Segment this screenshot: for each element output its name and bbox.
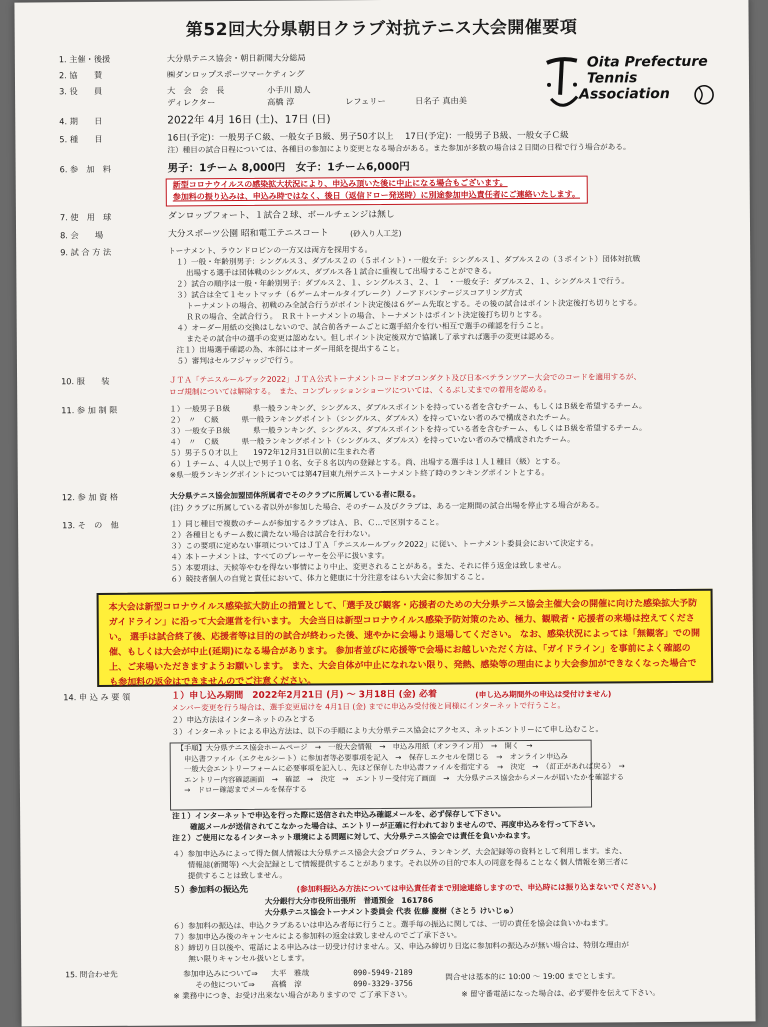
referee-label: レフェリー [345,95,386,107]
application-step4a [64,846,738,859]
format-line-1: トーナメント、ラウンドロビンの一方又は両方を採用する。 [168,245,373,256]
section-attire [61,372,735,401]
format-label: 9. 試 合 方 法 [60,246,112,258]
procedure-line-3: 一般大会エントリーフォームに必要事項を記入し、先ほど保存した申込書ファイルを指定する → 決定 → （訂正があれば戻る） → [176,761,625,774]
qualification-line2: (注) クラブに所属している者以外が参加した場合、そのチーム及びクラブは、ある一定期間の試合出場を停止する場合がある。 [169,500,604,513]
section-date [59,112,733,127]
organizer-value: 大分県テニス協会・朝日新聞大分総局 [166,52,306,64]
section-fee [59,160,734,175]
fee-notice-covid: 新型コロナウイルスの感染拡大状況により、申込み頂いた後に中止になる場合もございます。 [172,178,508,190]
events-note: 注）種目の試合日程については、各種目の参加により変更となる場合がある。また参加が多数の場合は２日間の日程で行う場合がある。 [167,142,631,155]
section-events [59,130,733,159]
chair-name: 小手川 励人 [267,84,311,95]
format-line-11: ５）審判はセルフジャッジで行う。 [168,355,298,366]
member-change-text: メンバー変更を行う場合は、選手変更届けを 4月1日 (金) までに申込み受付後と同様にインターネットで行うこと。 [171,700,566,713]
other-line-3: ３）この要項に定めない事項についてはＪＴＡ「テニスルールブック2022」に従い、トーナメント委員会において決定する。 [170,538,599,551]
format-line-4: ２）試合の順序は一般・年齢別男子：ダブルス２、１、シングルス３、２、１ ・一般女子：ダブルス２、１、シングルス１で行う。 [168,276,629,289]
other-line-2: ２）各種目ともチーム数に満たない場合は試合を行わない。 [170,529,376,540]
events-label: 5. 種 目 [59,133,103,145]
application-step5 [65,881,739,895]
fee-value: 男子：1チーム 8,000円 女子：1チーム6,000円 [167,160,410,175]
format-line-5: ３）試合は全て１セットマッチ（６ゲームオールタイブレーク）ノーアドバンテージスコアリング方式 [168,288,523,300]
attire-line1: ＪＴＡ「テニスルールブック2022」ＪＴＡ公式トーナメントコードオブコンダクト及び日本ベテランツアー大会でのコードを適用するが、 [169,372,642,385]
director-name: 高橋 淳 [267,96,295,107]
application-step3-text: ３）インターネットによる申込方法は、以下の手順により大分県テニス協会にアクセス、ネットエントリーにて申し込むこと。 [171,724,604,737]
fee-label: 6. 参 加 料 [59,163,111,175]
venue-note: (砂入り人工芝) [350,228,402,239]
format-line-3: 出場する選手は団体戦のシングルス、ダブルス各１試合に重複して出場することができる。 [168,266,497,278]
date-label: 4. 期 日 [59,115,103,127]
contact-other-tel: 090-3329-3756 [353,978,413,989]
date-value: 2022年 4月 16日 (土)、17日 (日) [167,113,331,127]
contact-busy-note: ※ 業務中につき、お受け出来ない場合がありますので ご了承下さい。 [173,989,412,1001]
limits-label: 11. 参 加 制 限 [61,404,118,416]
document-title: 第52回大分県朝日クラブ対抗テニス大会開催要項 [185,17,578,41]
application-period-note: (申し込み期間外の申込は受付けません) [475,689,612,700]
contact-hours: 問合せは基本的に 10:00 ～ 19:00 までとします。 [445,971,620,982]
covid-notice-box [97,589,714,687]
format-line-10: 注１）出場選手確認の為、本部にはオーダー用紙を提出すること。 [168,343,405,355]
section-ball [59,208,734,223]
application-step5-note: (参加料振込み方法については申込責任者まで別途連絡しますので、申込時には振り込まないでください。) [296,882,657,894]
organizer-label: 1. 主催・後援 [58,53,111,65]
limits-line-5: ５）男子５０才以上 1972年12月31日以前に生まれた者 [169,447,376,458]
application-note2-text: 注２）ご使用になるインターネット環境による問題に対して、大分県テニス協会では責任を負いかねます。 [172,830,536,843]
procedure-line-5: → ドロー確認までメールを保存する [176,784,307,795]
referee-name: 日名子 真由美 [415,95,467,106]
application-note1-text: 注１）インターネットで申込を行った際に送信された申込み確認メールを、必ず保存して下さい。 [172,809,506,821]
application-period: １）申し込み期間 2022年2月21日 (月) ～ 3月18日 (金) 必着 [171,689,438,702]
application-label: 14. 申 込 み 要 領 [63,691,131,703]
qualification-line1: 大分県テニス協会加盟団体所属者でそのクラブに所属している者に限る。 [169,489,421,501]
sponsor-label: 2. 協 賛 [58,69,103,81]
attire-label: 10. 服 装 [61,375,110,387]
limits-line-3: ３）一般女子Ｂ級 県一般ランキング、シングルス、ダブルスポイントを持っている者を含むチーム、もしくはＢ級を希望するチーム。 [169,423,647,436]
application-procedure-box [170,740,625,811]
bank-account-number: 大分銀行大分市役所出張所 普通預金 161786 [264,895,434,906]
application-step8a-text: ８）締切り日以後や、電話による申込みは一切受け付けません。又、申込み締切り日迄に参加料の振込みが無い場合は、特別な理由が [173,940,629,953]
venue-label: 8. 会 場 [60,229,104,241]
limits-line-4: ４） 〃 Ｃ級 県一般ランキングポイント（シングルス、ダブルス）を持っていない者のみで構成されたチーム。 [169,434,575,447]
contact-apply-label: 参加申込みについて⇒ [183,968,258,979]
procedure-line-4: エントリー内容確認画面 → 確認 → 決定 → エントリー受付完了画面 → 大分県テニス協会からメールが届いたかを確認する [176,771,625,784]
contact-other-label: その他について⇒ [195,979,255,990]
application-step6 [65,918,739,931]
application-step4c-text: 提供することは致しません。 [172,870,287,881]
limits-line-2: ２） 〃 Ｃ級 県一般ランキングポイント（シングルス、ダブルス）を持っていない者のみで構成されたチーム。 [169,412,575,425]
contact-apply-name: 大平 雅哉 [271,968,310,978]
application-step7-text: ７）参加申込み後のキャンセルによる参加料の返金は致しませんのでご了承下さい。 [172,930,462,942]
application-step6-text: ６）参加料の振込は、申込クラブあるいは申込み者毎に行うこと。選手毎の振込に関しては、一切の責任を協会は負いかねます。 [172,918,613,931]
procedure-line-1: 【手順】大分県テニス協会ホームページ → 一般大会情報 → 申込み用紙（オンライン用） → 開く → [176,740,533,753]
other-line-1: １）同じ種目で複数のチームが参加するクラブはＡ、Ｂ、Ｃ…で区別すること。 [170,517,444,529]
contact-absence-note: ※ 留守番電話になった場合は、必ず要件を伝えて下さい。 [461,988,661,999]
logo-text-line3: Association [579,86,670,103]
contact-other-name: 高橋 淳 [271,979,302,989]
section-qualification [62,488,736,517]
qualification-label: 12. 参 加 資 格 [61,491,119,503]
fee-notice-box [166,176,588,207]
section-officers [59,82,733,111]
format-line-7: ＲＲの場合、全試合行う。 ＲＲ＋トーナメントの場合、トーナメントはポイント決定後打ち切りとする。 [168,309,547,322]
director-label: ディレクター [167,97,216,108]
format-line-2: １）一般・年齢別男子：シングルス３、ダブルス２の（５ポイント）・一般女子：シングルス１、ダブルス２の（３ポイント）団体対抗戦 [168,254,641,267]
covid-notice-text: 本大会は新型コロナウイルス感染拡大防止の措置として、「選手及び観客・応援者のための大分県テニス協会主催大会の開催に向けた感染拡大予防ガイドライン」に沿って大会運営を行います。 大会当日は新型コロナウイルス感染予防対策のため、極力、観戦者・応援者の来場は控えてください。 選手は試合終了後、応援者等は目的の試合が終わった後、速やかに会場より退場してください。 なお、感染状況によっては「無観客」での開催、もしくは大会が中止(延期)になる場合があります。 参加者並びに応援等で会場にお越しいただく方は、「ガイドライン」を事前によく確認の上、ご来場いただきますようお願いします。 また、大会自体が中止になれない限り、発熱、感染等の理由により大会参加ができなくなった場合でも参加料の返金はできませんのでご注意ください。 [108,598,701,688]
section-venue [60,226,734,241]
attire-line2: ロゴ規制については解除する。 また、コンプレッションショーツについては、くるぶし丈までの着用を認める。 [169,384,552,397]
format-line-9: またその試合中の選手の変更は認めない。但しポイント決定後双方で協議し了承すれば選手の変更は認める。 [168,331,559,344]
application-step4a-text: ４）参加申込みによって得た個人情報は大分県テニス協会大会プログラム、ランキング、大会記録等の資料として利用します。また、 [172,846,627,859]
logo-text-line1: Oita Prefecture [586,53,708,71]
format-line-8: ４）オーダー用紙の交換はしないので、試合前各チームごとに選手紹介を行い相互で選手の確認を行うこと。 [168,320,549,333]
ball-label: 7. 使 用 球 [59,211,112,223]
other-line-4: ４）本トーナメントは、すべてのプレーヤーを公平に扱います。 [170,550,390,562]
other-label: 13. そ の 他 [62,519,119,531]
ball-value: ダンロップフォート、１試合２球、ボールチェンジは無し [167,209,395,222]
logo-text-line2: Tennis [586,70,638,87]
limits-line-6: ６）１チーム、４人以上で男子１０名、女子８名以内の登録とする。尚、出場する選手は１人１種目（級）とする。 [169,456,565,469]
sponsor-value: ㈱ダンロップスポーツマーケティング [166,68,305,80]
venue-value: 大分スポーツ公園 昭和電工テニスコート [168,228,329,240]
events-line1: 16日(予定)：一般男子Ｃ級、一般女子Ｂ級、男子50才以上 17日(予定)：一般男子Ｂ級、一般女子Ｃ級 [167,130,569,144]
section-contact [65,966,739,1015]
limits-line-1: １）一般男子Ｂ級 県一般ランキング、シングルス、ダブルスポイントを持っている者を含むチーム、もしくはＢ級を希望するチーム。 [169,401,647,414]
application-step5-text: ５）参加料の振込先 [172,883,249,895]
contact-label: 15. 問合わせ先 [65,969,118,980]
officers-label: 3. 役 員 [59,85,103,97]
account-holder-name: 大分県テニス協会トーナメント委員会 代表 佐藤 慶樹（さとう けいじゅ） [264,906,518,917]
application-note1b-text: 確認メールが送信されてこなかった場合は、エントリーが正確に行われておりませんので、再度申込みを行って下さい。 [172,819,600,832]
application-step8b-text: 無い限りキャンセル扱いとします。 [173,953,310,964]
limits-line-7: ※県一般ランキングポイントについては第47回東九州テニストーナメント終了時のランキングポイントとする。 [169,467,550,480]
contact-apply-tel: 090-5949-2189 [353,967,413,978]
document-page [14,0,755,1027]
fee-notice-payment: 参加料の振り込みは、申込み時ではなく、後日（返信ドロー発送時）に別途参加申込責任者にご連絡いたします。 [172,189,581,202]
other-line-5: ５）本要項は、天候等やむを得ない事情により中止、変更されることがある。また、それに伴う返金は致しません。 [170,560,566,573]
chair-label: 大 会 会 長 [167,85,225,96]
format-line-6: トーナメントの場合、初戦のみ全試合行うがポイント決定後は６ゲーム先取とする。その後の試合はポイント決定後打ち切りとする。 [168,298,642,311]
procedure-line-2: 申込書ファイル（エクセルシート）に参加者等必要事項を記入 → 保存しエクセルを閉じる → オンライン申込み [176,751,568,763]
other-line-6: ６）競技者個人の自覚と責任において、体力と健康に十分注意をはらい大会に参加すること。 [170,572,490,584]
application-step2-text: ２）申込方法はインターネットのみとする [171,714,316,725]
application-step4b-text: 情報誌(新聞等) へ大会記録として情報提供することがあります。それ以外の目的で本人の同意を得ることなく個人情報を第三者に [172,857,629,870]
